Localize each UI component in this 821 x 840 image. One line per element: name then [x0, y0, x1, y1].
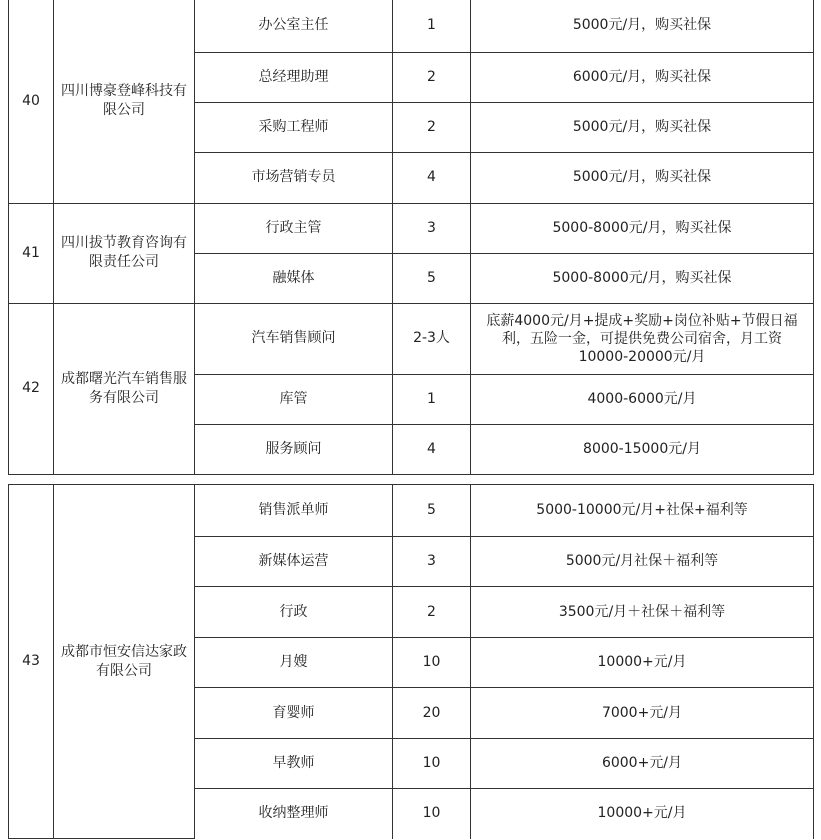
position-title: 育婴师 [195, 688, 393, 739]
company-name: 成都市恒安信达家政有限公司 [54, 485, 195, 839]
position-salary: 底薪4000元/月+提成+奖励+岗位补贴+节假日福利，五险一金，可提供免费公司宿舍，月工资10000-20000元/月 [471, 303, 814, 374]
position-salary: 6000+元/月 [471, 739, 814, 789]
position-title: 办公室主任 [195, 0, 393, 52]
position-title: 新媒体运营 [195, 537, 393, 587]
position-salary: 5000元/月，购买社保 [471, 152, 814, 203]
table-row [9, 0, 814, 52]
position-count: 10 [393, 739, 471, 789]
position-count: 2 [393, 52, 471, 102]
position-salary: 10000+元/月 [471, 638, 814, 688]
position-count: 5 [393, 253, 471, 303]
position-title: 早教师 [195, 739, 393, 789]
position-count: 2 [393, 102, 471, 152]
jobs-table-part-1 [8, 0, 814, 475]
position-count: 3 [393, 203, 471, 253]
position-count: 4 [393, 424, 471, 474]
position-title: 月嫂 [195, 638, 393, 688]
company-name: 成都曙光汽车销售服务有限公司 [54, 303, 195, 474]
position-title: 行政主管 [195, 203, 393, 253]
position-salary: 5000-10000元/月+社保+福利等 [471, 485, 814, 537]
jobs-table-part-2 [8, 484, 814, 839]
company-number: 41 [9, 203, 54, 303]
position-title: 融媒体 [195, 253, 393, 303]
position-salary: 7000+元/月 [471, 688, 814, 739]
company-number: 42 [9, 303, 54, 474]
position-salary: 3500元/月＋社保＋福利等 [471, 587, 814, 638]
position-salary: 5000元/月社保＋福利等 [471, 537, 814, 587]
table-row [9, 203, 814, 253]
position-title: 服务顾问 [195, 424, 393, 474]
position-count: 2 [393, 587, 471, 638]
position-title: 销售派单师 [195, 485, 393, 537]
position-count: 5 [393, 485, 471, 537]
company-number: 43 [9, 485, 54, 839]
position-title: 库管 [195, 374, 393, 424]
position-title: 市场营销专员 [195, 152, 393, 203]
position-count: 1 [393, 374, 471, 424]
position-salary: 5000元/月，购买社保 [471, 0, 814, 52]
position-title: 总经理助理 [195, 52, 393, 102]
position-title: 行政 [195, 587, 393, 638]
position-count: 3 [393, 537, 471, 587]
table-row [9, 485, 814, 537]
position-count: 10 [393, 638, 471, 688]
position-count: 2-3人 [393, 303, 471, 374]
position-title: 收纳整理师 [195, 789, 393, 839]
company-name: 四川拔节教育咨询有限责任公司 [54, 203, 195, 303]
position-salary: 5000-8000元/月，购买社保 [471, 253, 814, 303]
position-count: 10 [393, 789, 471, 839]
position-salary: 6000元/月，购买社保 [471, 52, 814, 102]
company-name: 四川博豪登峰科技有限公司 [54, 0, 195, 203]
company-number: 40 [9, 0, 54, 203]
position-title: 汽车销售顾问 [195, 303, 393, 374]
table-row [9, 303, 814, 374]
position-salary: 5000元/月，购买社保 [471, 102, 814, 152]
position-salary: 10000+元/月 [471, 789, 814, 839]
position-title: 采购工程师 [195, 102, 393, 152]
position-count: 1 [393, 0, 471, 52]
position-salary: 5000-8000元/月，购买社保 [471, 203, 814, 253]
position-salary: 8000-15000元/月 [471, 424, 814, 474]
position-salary: 4000-6000元/月 [471, 374, 814, 424]
position-count: 20 [393, 688, 471, 739]
position-count: 4 [393, 152, 471, 203]
